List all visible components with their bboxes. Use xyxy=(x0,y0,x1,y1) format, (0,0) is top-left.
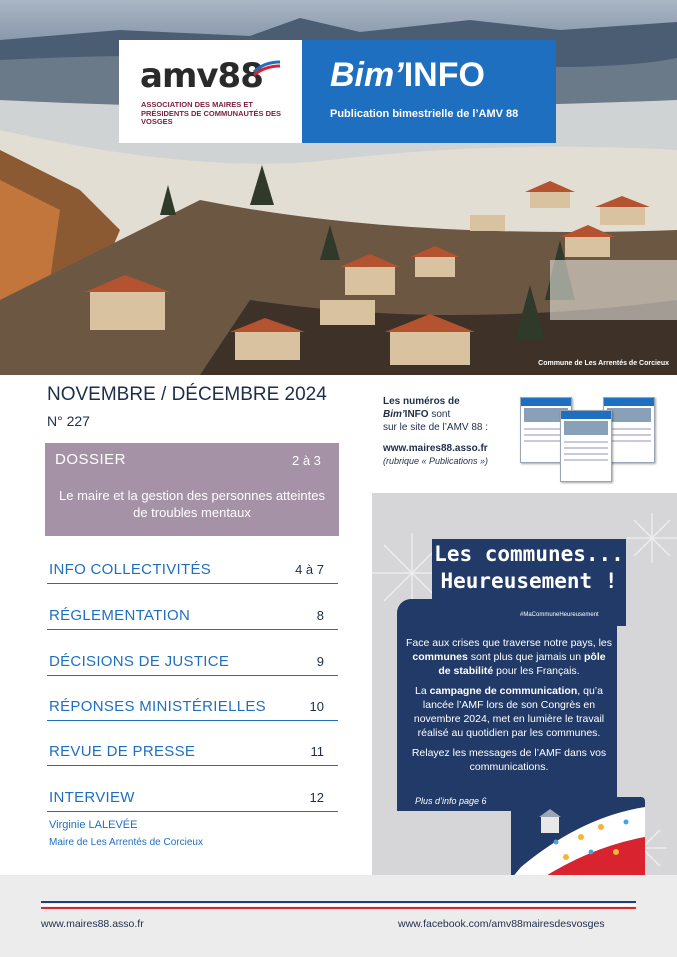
dossier-label: DOSSIER xyxy=(55,451,127,468)
toc-label: INTERVIEW xyxy=(49,789,135,806)
campaign-paragraph-1 xyxy=(406,636,612,678)
toc-item-reglementation[interactable] xyxy=(47,607,338,630)
thumbnail-line xyxy=(564,453,608,455)
publication-title xyxy=(330,56,485,95)
toc-pages: 10 xyxy=(309,699,324,714)
tricolor-divider xyxy=(41,901,636,909)
dossier-description: Le maire et la gestion des personnes atteintes de troubles mentaux xyxy=(59,488,325,520)
toc-label: REVUE DE PRESSE xyxy=(49,743,196,760)
p2-a: La xyxy=(415,685,430,697)
title-main: INFO xyxy=(403,56,485,94)
thumbnail-photo xyxy=(564,421,608,435)
toc-pages: 12 xyxy=(309,790,324,805)
toc-label: INFO COLLECTIVITÉS xyxy=(49,561,212,578)
toc-pages: 9 xyxy=(316,654,324,669)
p1-b: communes xyxy=(412,651,468,663)
interviewee-name: Virginie LALEVÉE xyxy=(49,819,138,831)
interviewee-role: Maire de Les Arrentés de Corcieux xyxy=(49,837,203,848)
p2-c: , qu’a lancée l’AMF lors de son Congrès en novembre 2024, met en lumière le travail réalisé au quotidien par les communes. xyxy=(413,685,605,739)
more-info-link[interactable]: Plus d’info page 6 xyxy=(415,796,487,806)
photo-credit: Commune de Les Arrentés de Corcieux xyxy=(538,360,669,367)
campaign-hashtag: #MaCommuneHeureusement xyxy=(520,612,599,618)
campaign-title-line2: Heureusement ! xyxy=(440,569,618,593)
numeros-line3: sur le site de l’AMV 88 : xyxy=(383,422,489,433)
toc-pages: 11 xyxy=(310,744,324,759)
thumbnail-line xyxy=(607,440,651,442)
thumbnail-line xyxy=(607,434,651,436)
numeros-info xyxy=(383,395,513,434)
numeros-brand-main: INFO xyxy=(404,409,429,420)
numeros-brand-prefix: Bim’ xyxy=(383,409,405,420)
title-prefix: Bim’ xyxy=(330,56,404,94)
thumbnail-line xyxy=(564,447,608,449)
numeros-line2-suffix: sont xyxy=(428,409,451,420)
thumbnail-line xyxy=(607,428,651,430)
p2-b: campagne de communication xyxy=(429,685,578,697)
thumbnail-header xyxy=(521,398,571,406)
p1-d: pôle de stabilité xyxy=(438,651,606,677)
thumbnail-line xyxy=(564,459,608,461)
footer-facebook-link[interactable]: www.facebook.com/amv88mairesdesvosges xyxy=(398,918,605,930)
campaign-illustration xyxy=(511,797,645,879)
toc-item-interview[interactable] xyxy=(47,789,338,812)
thumbnail-header xyxy=(604,398,654,406)
site-link[interactable]: www.maires88.asso.fr xyxy=(383,443,488,454)
toc-item-decisions-de-justice[interactable] xyxy=(47,653,338,676)
p1-c: sont plus que jamais un xyxy=(467,651,584,663)
p1-e: pour les Français. xyxy=(493,665,580,677)
campaign-title-line1: Les communes... xyxy=(434,542,624,566)
numeros-line2 xyxy=(383,408,513,421)
issue-thumbnail[interactable] xyxy=(560,410,612,482)
toc-item-revue-de-presse[interactable] xyxy=(47,743,338,766)
toc-item-reponses-ministerielles[interactable] xyxy=(47,698,338,721)
toc-pages: 4 à 7 xyxy=(295,562,324,577)
thumbnail-line xyxy=(564,441,608,443)
toc-label: RÉPONSES MINISTÉRIELLES xyxy=(49,698,266,715)
campaign-paragraph-3: Relayez les messages de l’AMF dans vos communications. xyxy=(411,747,607,773)
logo-subtitle: ASSOCIATION DES MAIRES ET PRÉSIDENTS DE COMMUNAUTÉS DES VOSGES xyxy=(141,100,282,126)
p1-a: Face aux crises que traverse notre pays, les xyxy=(406,637,613,649)
flag-swoosh-icon xyxy=(252,60,282,76)
toc-item-info-collectivites[interactable] xyxy=(47,561,338,584)
numeros-line1: Les numéros de xyxy=(383,396,460,407)
campaign-paragraph-2 xyxy=(406,684,612,740)
campaign-title xyxy=(432,541,626,595)
logo-wordmark: amv88 xyxy=(140,56,263,96)
footer-website-link[interactable]: www.maires88.asso.fr xyxy=(41,918,144,930)
dossier-pages: 2 à 3 xyxy=(292,453,321,468)
campaign-text xyxy=(406,636,612,780)
rubrique-note: (rubrique « Publications ») xyxy=(383,456,489,466)
thumbnail-header xyxy=(561,411,611,419)
issue-date: NOVEMBRE / DÉCEMBRE 2024 xyxy=(47,384,327,405)
toc-label: DÉCISIONS DE JUSTICE xyxy=(49,653,230,670)
toc-pages: 8 xyxy=(316,608,324,623)
issue-number: N° 227 xyxy=(47,413,90,429)
publication-subtitle: Publication bimestrielle de l’AMV 88 xyxy=(330,108,519,120)
toc-label: RÉGLEMENTATION xyxy=(49,607,191,624)
thumbnail-photo xyxy=(607,408,651,422)
footer xyxy=(0,875,677,957)
